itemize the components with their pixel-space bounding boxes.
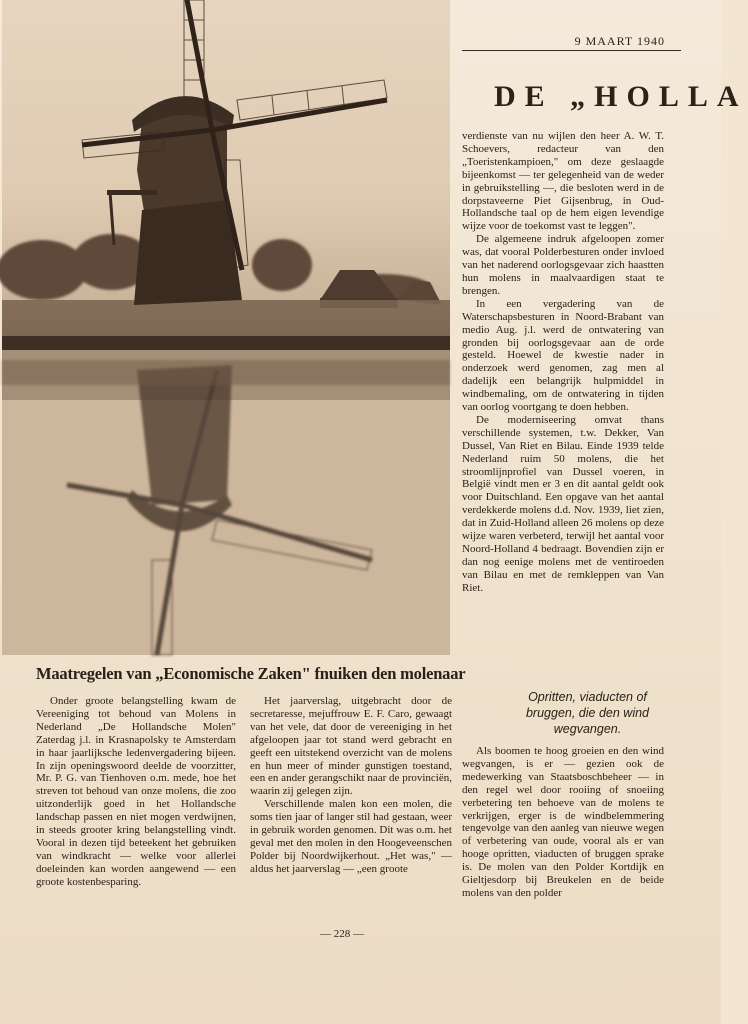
section-subhead: Opritten, viaducten of bruggen, die den wind wegvangen. [525, 690, 649, 736]
photo-caption: Maatregelen van „Economische Zaken" fnuiken den molenaar [36, 664, 466, 683]
paragraph: Het jaarverslag, uitgebracht door de secretaresse, mejuffrouw E. F. Caro, gewaagt van het vele, dat door de vereeniging in het afgeloopen jaar tot stand werd gebracht en geeft een uitstekend overzicht van de molens en hun meer of minder gunstigen toestand, een en ander gerangschikt naar de provinciën, waarin zij gelegen zijn. [250, 695, 452, 798]
paragraph: Als boomen te hoog groeien en den wind wegvangen, is er — gezien ook de medewerking van Staatsboschbeheer — in den regel wel door rooiing of snoeiing verbetering ten behoeve van de molens te verkrijgen, erger is de windbelemmering tengevolge van den aanleg van nieuwe wegen of verbetering van oude, vooral als er van hooge opritten, viaducten of bruggen sprake is. De molen van den Polder Kortdijk en Gieltjesdorp bij Breukelen en de beide molens van den polder [462, 745, 664, 899]
paragraph: De algemeene indruk afgeloopen zomer was, dat vooral Polderbesturen onder invloed van het naderend oorlogsgevaar zich haastten hun molens in maalvaardigen staat te brengen. [462, 233, 664, 297]
column-3-text [462, 745, 664, 900]
right-column-text [462, 130, 664, 595]
article-headline: DE „HOLLA [494, 80, 748, 113]
paragraph: In een vergadering van de Waterschapsbesturen in Noord-Brabant van medio Aug. j.l. werd de ontwatering van gronden bij oorlogsgevaar aan de orde gesteld. Hoewel de kwestie nader in onderzoek werd genomen, zag men al dadelijk een belangrijk hulpmiddel in windbemaling, om de ontwatering in tijden van oorlog voortgang te doen hebben. [462, 297, 664, 414]
page-number: — 228 — [320, 928, 364, 940]
issue-date: 9 MAART 1940 [574, 34, 665, 48]
header-rule [462, 50, 681, 51]
column-1-text [36, 695, 236, 889]
windmill-photo [2, 0, 450, 655]
paragraph: Onder groote belangstelling kwam de Vereeniging tot behoud van Molens in Nederland „De Hollandsche Molen" Zaterdag j.l. in Krasnapolsky te Amsterdam in haar jaarlijksche ledenvergadering bijeen. In zijn openingswoord deelde de voorzitter, Mr. P. G. van Tienhoven o.m. mede, hoe het streven tot behoud van onze molens, die zoo uitzonderlijk goed in het Hollandsche landschap passen en niet mogen verdwijnen, in steeds grooter kring belangstelling vindt. Vooral in dezen tijd beteekent het gebruiken van windkracht — welke voor allerlei doeleinden kan worden aangewend — een groote kostenbesparing. [36, 695, 236, 888]
column-2-text [250, 695, 452, 876]
paragraph: verdienste van nu wijlen den heer A. W. T. Schoevers, redacteur van den „Toeristenkampioen," om deze geslaagde bijeenkomst — ter gelegenheid van de weder in gebruikstelling —, die besloten werd in de dorpstaveerne Piet Gijsenbrug, in Oud-Hollandsche taal op de hem eigen levendige wijze voor de toekomst vast te leggen". [462, 130, 664, 233]
paragraph: Verschillende malen kon een molen, die soms tien jaar of langer stil had gestaan, weer in gebruik worden genomen. Dit was o.m. het geval met den molen in den Hoogeveenschen Polder bij Noordwijkerhout. „Het was," — aldus het jaarverslag — „een groote [250, 798, 452, 875]
paragraph: De moderniseering omvat thans verschillende systemen, t.w. Dekker, Van Dussel, Van Riet en Bilau. Einde 1939 telde Nederland ruim 50 molens, die het stroomlijnprofiel van Dussel voeren, in België vindt men er 3 en dit aantal geldt ook voor Duitschland. Een opgave van het aantal verdekkerde molens d.d. Nov. 1939, liet zien, dat in Zuid-Holland alleen 26 molens op deze wijze waren verbeterd, terwijl het aantal voor Noord-Holland 4 bedraagt. Bovendien zijn er dan nog eenige molens met de ventiroeden van Bilau en met de remkleppen van Van Riet. [462, 413, 664, 594]
